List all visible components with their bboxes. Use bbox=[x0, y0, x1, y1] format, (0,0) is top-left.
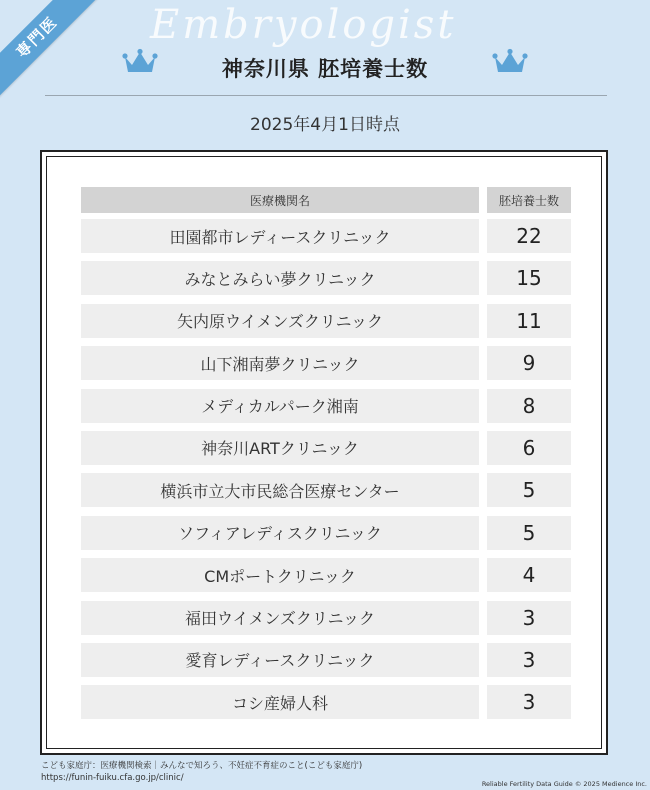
table-row bbox=[81, 346, 571, 380]
clinic-name: 矢内原ウイメンズクリニック bbox=[81, 304, 479, 338]
embryologist-count: 6 bbox=[487, 431, 571, 465]
table-row bbox=[81, 304, 571, 338]
clinic-name: CMポートクリニック bbox=[81, 558, 479, 592]
source-citation bbox=[41, 760, 362, 784]
embryologist-count: 9 bbox=[487, 346, 571, 380]
table-row bbox=[81, 685, 571, 719]
clinic-name: 横浜市立大市民総合医療センター bbox=[81, 473, 479, 507]
clinic-name: 愛育レディースクリニック bbox=[81, 643, 479, 677]
clinic-table bbox=[81, 187, 571, 728]
table-row bbox=[81, 473, 571, 507]
embryologist-script-text: Embryologist bbox=[150, 2, 457, 48]
table-row bbox=[81, 219, 571, 253]
clinic-name: 神奈川ARTクリニック bbox=[81, 431, 479, 465]
table-header-row bbox=[81, 187, 571, 213]
table-card bbox=[40, 150, 608, 755]
table-row bbox=[81, 389, 571, 423]
specialist-ribbon: 専門医 bbox=[0, 0, 101, 101]
source-line: こども家庭庁：医療機関検索｜みんなで知ろう、不妊症不育症のこと(こども家庭庁) bbox=[41, 761, 363, 771]
clinic-name: 山下湘南夢クリニック bbox=[81, 346, 479, 380]
clinic-name: ソフィアレディスクリニック bbox=[81, 516, 479, 550]
embryologist-count: 22 bbox=[487, 219, 571, 253]
embryologist-count: 5 bbox=[487, 516, 571, 550]
title-divider bbox=[45, 95, 607, 96]
clinic-name: 福田ウイメンズクリニック bbox=[81, 601, 479, 635]
table-row bbox=[81, 261, 571, 295]
embryologist-count: 11 bbox=[487, 304, 571, 338]
embryologist-count: 3 bbox=[487, 685, 571, 719]
embryologist-count: 4 bbox=[487, 558, 571, 592]
embryologist-count: 8 bbox=[487, 389, 571, 423]
table-row bbox=[81, 516, 571, 550]
source-url: https://funin-fuiku.cfa.go.jp/clinic/ bbox=[41, 773, 184, 783]
header-clinic-name: 医療機関名 bbox=[81, 187, 479, 213]
embryologist-count: 3 bbox=[487, 601, 571, 635]
table-card-inner bbox=[46, 156, 602, 749]
copyright-notice: Reliable Fertility Data Guide © 2025 Medience Inc. bbox=[481, 780, 647, 788]
as-of-date: 2025年4月1日時点 bbox=[250, 115, 400, 135]
clinic-name: みなとみらい夢クリニック bbox=[81, 261, 479, 295]
table-row bbox=[81, 431, 571, 465]
clinic-name: 田園都市レディースクリニック bbox=[81, 219, 479, 253]
clinic-name: メディカルパーク湘南 bbox=[81, 389, 479, 423]
page-title: 神奈川県 胚培養士数 bbox=[221, 57, 429, 81]
embryologist-count: 15 bbox=[487, 261, 571, 295]
header-embryologist-count: 胚培養士数 bbox=[487, 187, 571, 213]
embryologist-count: 3 bbox=[487, 643, 571, 677]
table-row bbox=[81, 558, 571, 592]
embryologist-count: 5 bbox=[487, 473, 571, 507]
table-row bbox=[81, 601, 571, 635]
table-row bbox=[81, 643, 571, 677]
clinic-name: コシ産婦人科 bbox=[81, 685, 479, 719]
